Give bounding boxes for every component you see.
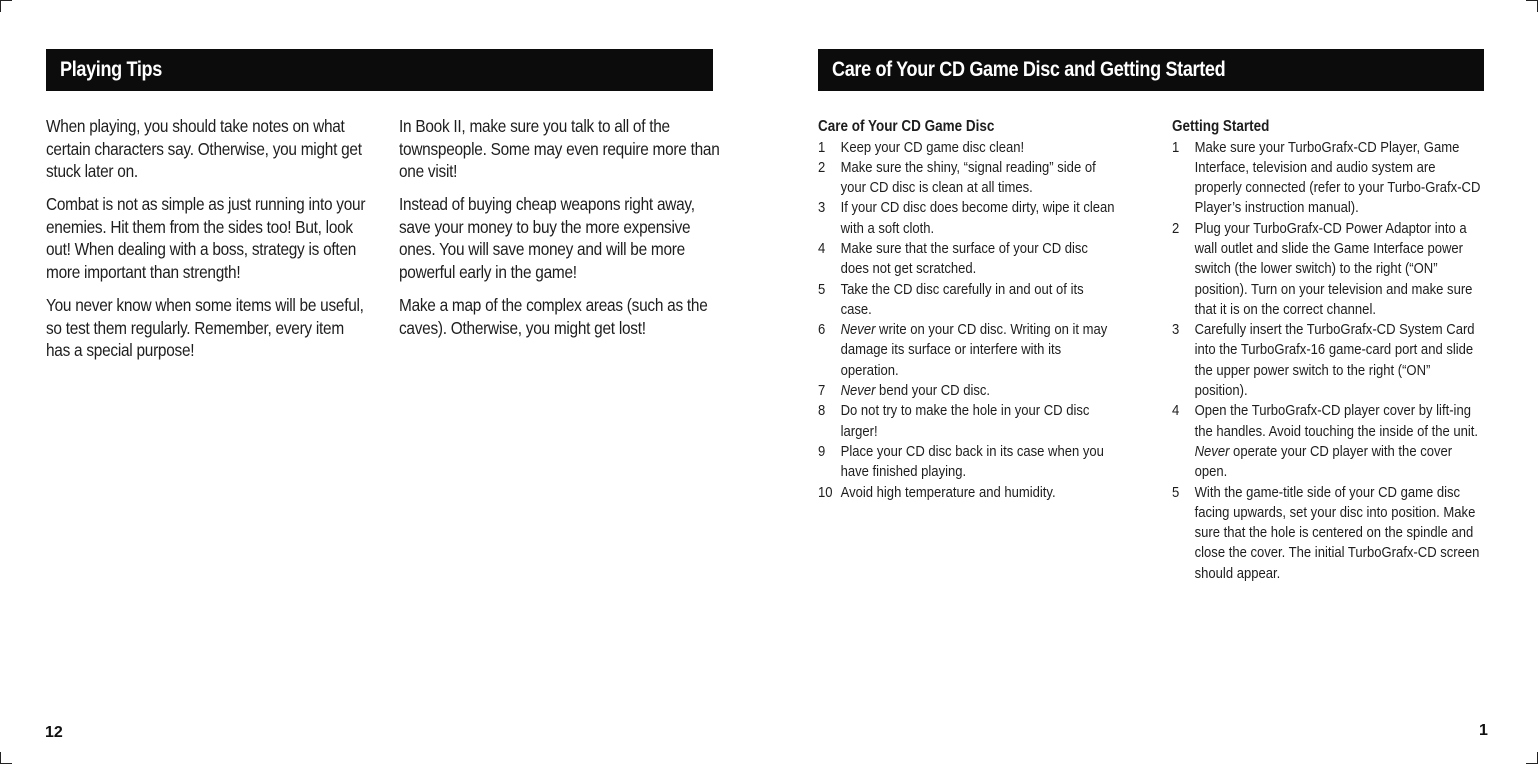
list-item-text: Carefully insert the TurboGrafx-CD System Card into the TurboGrafx-16 game-card port and slide the upper power switch to the right (“ON” position). bbox=[1194, 321, 1475, 400]
list-item-number: 5 bbox=[818, 280, 826, 298]
list-item-text: Make sure that the surface of your CD disc does not get scratched. bbox=[840, 239, 1088, 278]
list-item bbox=[1172, 483, 1484, 584]
playing-tips-title: Playing Tips bbox=[60, 58, 162, 81]
list-item-text: write on your CD disc. Writing on it may damage its surface or interfere with its operation. bbox=[840, 321, 1108, 379]
playing-tips-column-2 bbox=[399, 115, 719, 350]
list-item bbox=[818, 483, 1118, 503]
list-item bbox=[818, 239, 1118, 280]
list-item bbox=[818, 138, 1118, 158]
list-item-text: Do not try to make the hole in your CD disc larger! bbox=[840, 402, 1090, 440]
list-item-number: 4 bbox=[818, 239, 826, 257]
list-item bbox=[818, 320, 1118, 381]
crop-mark-top-left-v bbox=[0, 0, 1, 12]
tip-paragraph: In Book II, make sure you talk to all of the townspeople. Some may even require more than one visit! bbox=[399, 116, 720, 182]
list-item bbox=[1172, 320, 1484, 401]
list-item-number: 9 bbox=[818, 442, 826, 460]
list-item-number: 4 bbox=[1172, 402, 1180, 420]
list-item bbox=[1172, 401, 1484, 482]
tip-paragraph: Combat is not as simple as just running into your enemies. Hit them from the sides too! But, look out! When dealing with a boss, strategy is often more important than strength! bbox=[46, 194, 366, 283]
page-number-left: 12 bbox=[45, 724, 63, 741]
crop-mark-top-left bbox=[0, 0, 12, 1]
list-item-number: 5 bbox=[1172, 483, 1180, 501]
list-item-text: bend your CD disc. bbox=[875, 382, 991, 400]
care-heading: Care of Your CD Game Disc bbox=[818, 118, 995, 135]
list-item-text: Make sure the shiny, “signal reading” side of your CD disc is clean at all times. bbox=[840, 158, 1096, 197]
list-item-text: Plug your TurboGrafx-CD Power Adaptor into a wall outlet and slide the Game Interface power switch (the lower switch) to the right (“ON” position). Turn on your television and make sure that it is on the correct channel. bbox=[1194, 219, 1473, 318]
getting-started-section bbox=[1172, 117, 1484, 584]
list-item bbox=[1172, 138, 1484, 219]
list-item-text: operate your CD player with the cover open. bbox=[1194, 442, 1453, 481]
care-getting-started-banner bbox=[818, 49, 1484, 91]
list-item bbox=[818, 158, 1118, 199]
list-item bbox=[1172, 219, 1484, 320]
playing-tips-column-1 bbox=[46, 115, 366, 372]
care-list bbox=[818, 138, 1118, 503]
list-item-text: With the game-title side of your CD game disc facing upwards, set your disc into position. Make sure that the hole is centered on the spindle and close the cover. The initial TurboGrafx-CD screen should appear. bbox=[1194, 483, 1480, 582]
list-item-number: 2 bbox=[1172, 219, 1180, 237]
list-item bbox=[818, 401, 1118, 442]
list-item-emphasis: Never bbox=[840, 382, 876, 400]
tip-paragraph: When playing, you should take notes on what certain characters say. Otherwise, you might get stuck later on. bbox=[46, 116, 362, 182]
care-getting-started-title: Care of Your CD Game Disc and Getting Started bbox=[832, 58, 1226, 81]
playing-tips-banner bbox=[46, 49, 713, 91]
list-item-number: 3 bbox=[1172, 321, 1180, 339]
list-item-number: 8 bbox=[818, 402, 826, 420]
list-item-number: 1 bbox=[818, 138, 826, 156]
list-item-number: 6 bbox=[818, 321, 826, 339]
list-item-text: Take the CD disc carefully in and out of its case. bbox=[840, 280, 1084, 318]
list-item bbox=[818, 442, 1118, 483]
tip-paragraph: Instead of buying cheap weapons right away, save your money to buy the more expensive ones. You will save money and will be more powerful early in the game! bbox=[399, 194, 695, 283]
list-item-text: Keep your CD game disc clean! bbox=[840, 138, 1025, 156]
list-item-text: If your CD disc does become dirty, wipe it clean with a soft cloth. bbox=[840, 199, 1115, 237]
list-item-number: 2 bbox=[818, 158, 826, 176]
crop-mark-bottom-left-v bbox=[0, 752, 1, 764]
list-item-number: 10 bbox=[818, 483, 833, 501]
list-item bbox=[818, 198, 1118, 239]
list-item-emphasis: Never bbox=[840, 321, 876, 339]
page-number-right: 1 bbox=[1479, 722, 1488, 739]
list-item-text: Avoid high temperature and humidity. bbox=[840, 483, 1056, 501]
getting-started-heading: Getting Started bbox=[1172, 118, 1270, 135]
care-section bbox=[818, 117, 1118, 503]
list-item-number: 7 bbox=[818, 382, 826, 400]
list-item-text: Place your CD disc back in its case when you have finished playing. bbox=[840, 442, 1104, 481]
list-item bbox=[818, 280, 1118, 321]
tip-paragraph: Make a map of the complex areas (such as the caves). Otherwise, you might get lost! bbox=[399, 295, 708, 338]
getting-started-list bbox=[1172, 138, 1484, 585]
list-item-emphasis: Never bbox=[1194, 442, 1230, 460]
list-item-text: Make sure your TurboGrafx-CD Player, Game Interface, television and audio system are properly connected (refer to your Turbo-Grafx-CD Player’s instruction manual). bbox=[1194, 138, 1481, 217]
list-item bbox=[818, 381, 1118, 401]
tip-paragraph: You never know when some items will be useful, so test them regularly. Remember, every item has a special purpose! bbox=[46, 295, 364, 361]
list-item-number: 3 bbox=[818, 199, 826, 217]
list-item-number: 1 bbox=[1172, 138, 1180, 156]
list-item-text-lead: Open the TurboGrafx-CD player cover by lift-ing the handles. Avoid touching the inside of the unit. bbox=[1194, 402, 1479, 440]
